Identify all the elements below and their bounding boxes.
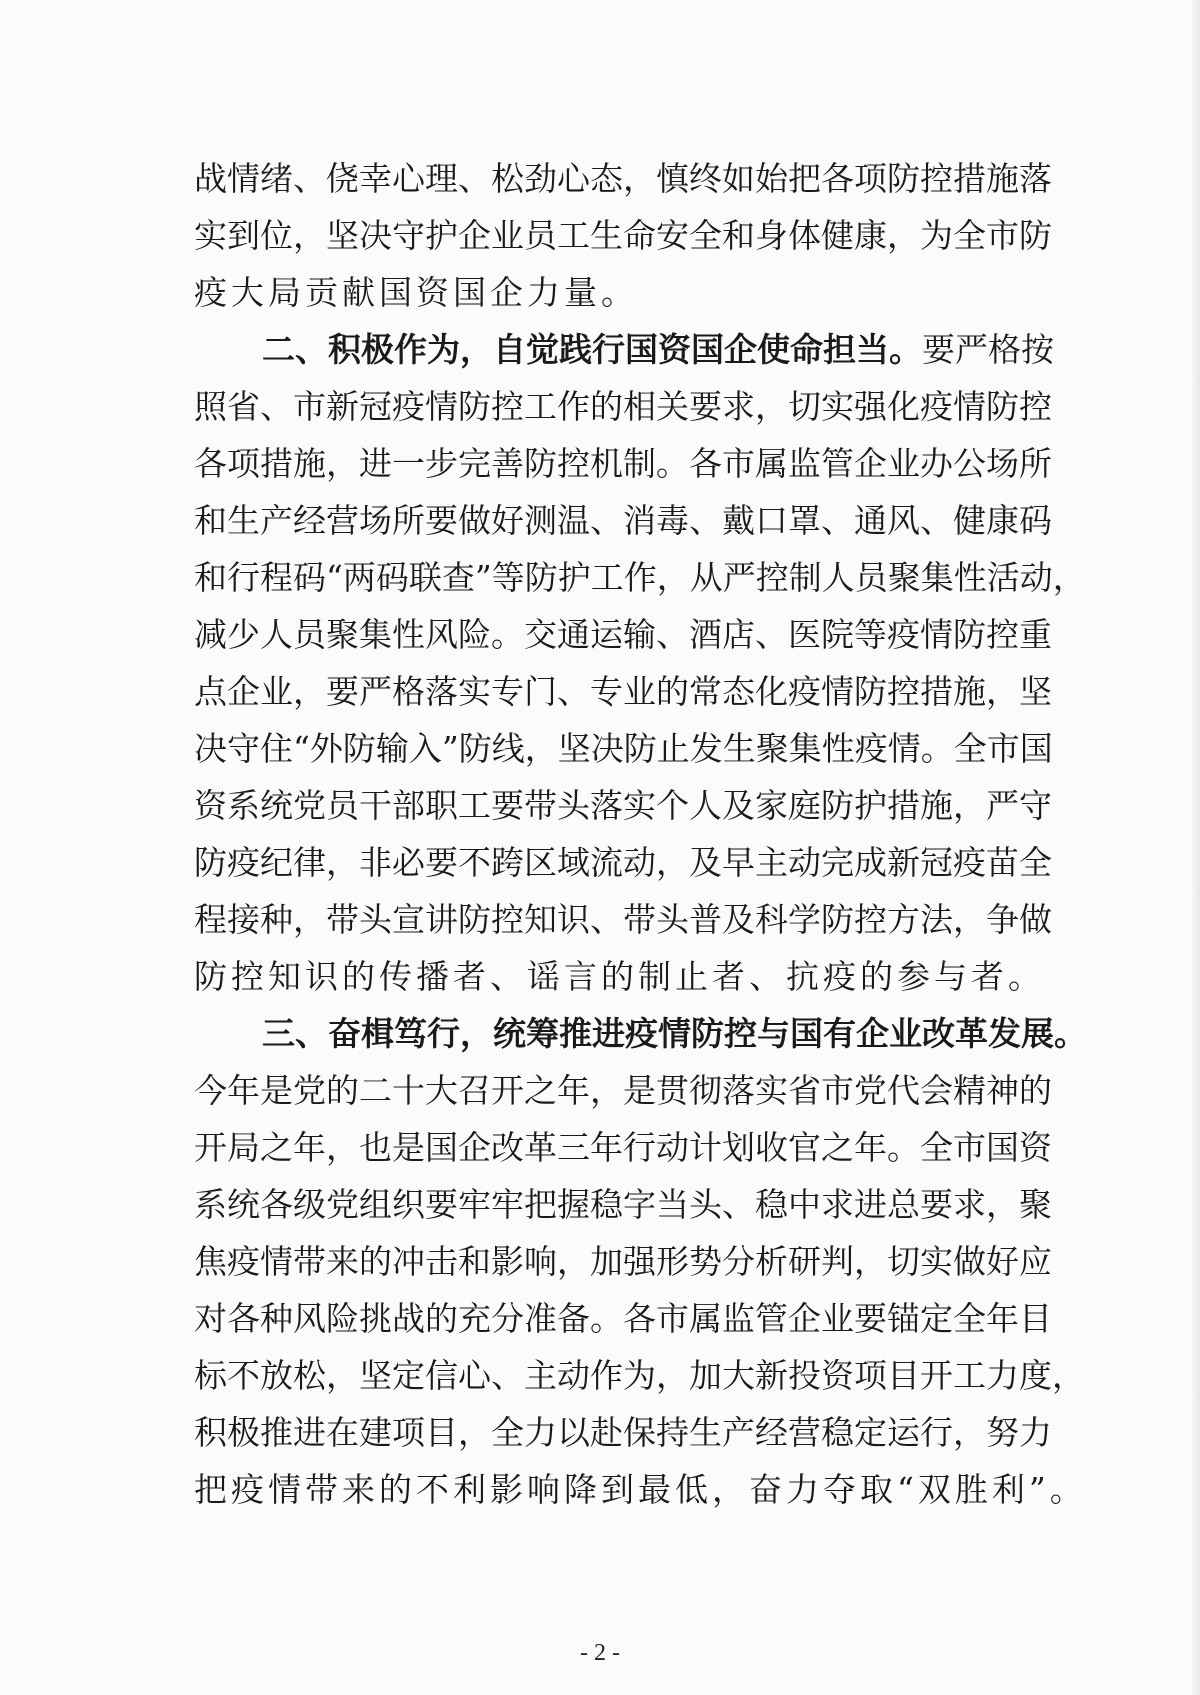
section-3-line: 今年是党的二十大召开之年，是贯彻落实省市党代会精神的 [194, 1071, 1052, 1110]
section-2-line: 程接种，带头宣讲防控知识、带头普及科学防控方法，争做 [194, 900, 1052, 939]
section-3-line: 系统各级党组织要牢牢把握稳字当头、稳中求进总要求，聚 [194, 1185, 1052, 1224]
section-2-line: 点企业，要严格落实专门、专业的常态化疫情防控措施，坚 [194, 672, 1052, 711]
section-2-line: 防疫纪律，非必要不跨区域流动，及早主动完成新冠疫苗全 [194, 843, 1052, 882]
section-2-line: 和行程码“两码联查”等防护工作，从严控制人员聚集性活动， [194, 558, 1086, 597]
section-2-line: 各项措施，进一步完善防控机制。各市属监管企业办公场所 [194, 444, 1052, 483]
section-2-line: 和生产经营场所要做好测温、消毒、戴口罩、通风、健康码 [194, 501, 1052, 540]
paragraph-1-line: 实到位，坚决守护企业员工生命安全和身体健康，为全市防 [194, 216, 1052, 255]
section-3-heading-line [194, 1005, 1087, 1062]
paragraph-1-line: 疫大局贡献国资国企力量。 [194, 273, 638, 312]
section-3-line: 标不放松，坚定信心、主动作为，加大新投资项目开工力度， [194, 1356, 1085, 1395]
section-2-line: 减少人员聚集性风险。交通运输、酒店、医院等疫情防控重 [194, 615, 1052, 654]
section-3-line: 开局之年，也是国企改革三年行动计划收官之年。全市国资 [194, 1128, 1052, 1167]
page-number: - 2 - [580, 1640, 620, 1666]
paragraph-1-line: 战情绪、侥幸心理、松劲心态，慎终如始把各项防控措施落 [194, 159, 1052, 198]
section-3-line: 积极推进在建项目，全力以赴保持生产经营稳定运行，努力 [194, 1413, 1052, 1452]
section-2-heading: 二、积极作为，自觉践行国资国企使命担当。 [262, 330, 922, 369]
section-3-heading: 三、奋楫笃行，统筹推进疫情防控与国有企业改革发展。 [262, 1014, 1087, 1053]
section-2-first-line [194, 321, 1054, 378]
section-2-line: 防控知识的传播者、谣言的制止者、抗疫的参与者。 [194, 957, 1045, 996]
section-3-line: 对各种风险挑战的充分准备。各市属监管企业要锚定全年目 [194, 1299, 1052, 1338]
document-body [194, 150, 1087, 1518]
section-2-line: 照省、市新冠疫情防控工作的相关要求，切实强化疫情防控 [194, 387, 1052, 426]
section-2-line: 决守住“外防输入”防线，坚决防止发生聚集性疫情。全市国 [194, 729, 1053, 768]
section-2-first-line-rest: 要严格按 [922, 330, 1054, 369]
scan-edge [1190, 0, 1200, 1695]
section-3-line: 焦疫情带来的冲击和影响，加强形势分析研判，切实做好应 [194, 1242, 1052, 1281]
section-2-line: 资系统党员干部职工要带头落实个人及家庭防护措施，严守 [194, 786, 1052, 825]
section-3-line: 把疫情带来的不利影响降到最低，奋力夺取“双胜利”。 [194, 1470, 1087, 1509]
